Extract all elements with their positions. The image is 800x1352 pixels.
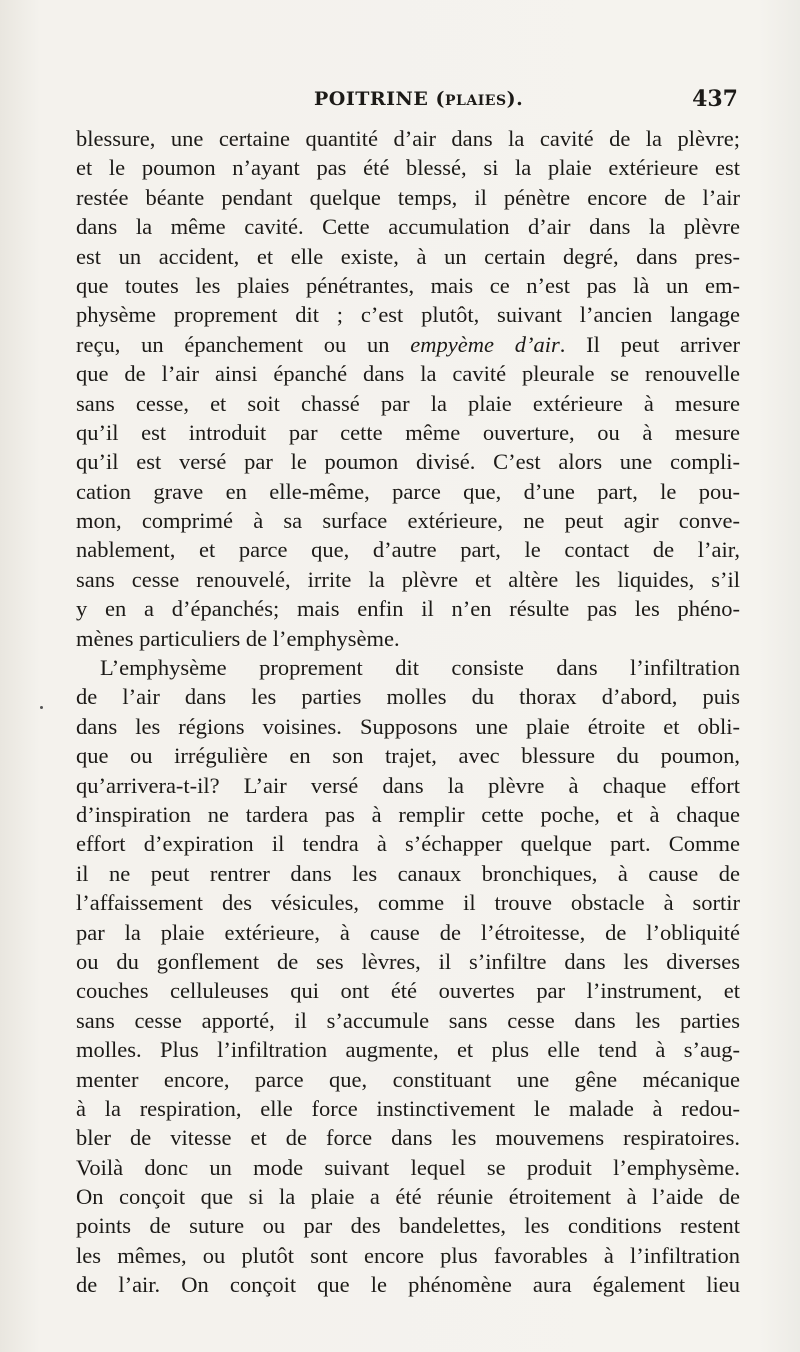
text-line: sans cesse, et soit chassé par la plaie extérieure à mesure	[76, 390, 740, 416]
text-line: il ne peut rentrer dans les canaux bronchiques, à cause de	[76, 860, 740, 886]
text-line: est un accident, et elle existe, à un certain degré, dans pres-	[76, 243, 740, 269]
text-line: d’inspiration ne tardera pas à remplir cette poche, et à chaque	[76, 801, 740, 827]
text-line: à la respiration, elle force instinctivement le malade à redou-	[76, 1095, 740, 1121]
page-number: 437	[692, 86, 738, 112]
text-line: les mêmes, ou plutôt sont encore plus favorables à l’infiltration	[76, 1242, 740, 1268]
text-line: de l’air dans les parties molles du thorax d’abord, puis	[76, 684, 740, 710]
text-line: effort d’expiration il tendra à s’échapper quelque part. Comme	[76, 831, 740, 857]
text-line: par la plaie extérieure, à cause de l’étroitesse, de l’obliquité	[76, 919, 740, 945]
margin-mark	[40, 706, 43, 709]
text-line: mon, comprimé à sa surface extérieure, ne peut agir conve-	[76, 508, 740, 534]
text-line: dans les régions voisines. Supposons une plaie étroite et obli-	[76, 713, 740, 739]
italic-term: empyème d’air	[410, 331, 560, 357]
text-line: physème proprement dit ; c’est plutôt, suivant l’ancien langage	[76, 302, 740, 328]
text-line-with-italic: reçu, un épanchement ou un empyème d’air. Il peut arriver	[76, 331, 741, 357]
text-line: que toutes les plaies pénétrantes, mais ce n’est pas là un em-	[76, 272, 740, 298]
text-line: de l’air. On conçoit que le phénomène aura également lieu	[76, 1272, 740, 1298]
text-line: molles. Plus l’infiltration augmente, et plus elle tend à s’aug-	[76, 1037, 740, 1063]
paragraph-1	[76, 124, 740, 653]
text-line: qu’il est versé par le poumon divisé. C’est alors une compli-	[76, 449, 740, 475]
text-line: mènes particuliers de l’emphysème.	[76, 625, 400, 651]
text-line: L’emphysème proprement dit consiste dans l’infiltration	[100, 655, 740, 681]
text-line: Voilà donc un mode suivant lequel se produit l’emphysème.	[76, 1154, 740, 1180]
text-line: sans cesse renouvelé, irrite la plèvre et altère les liquides, s’il	[76, 566, 740, 592]
text-line: nablement, et parce que, d’autre part, le contact de l’air,	[76, 537, 740, 563]
text-line: couches celluleuses qui ont été ouvertes par l’instrument, et	[76, 978, 740, 1004]
text-line: dans la même cavité. Cette accumulation d’air dans la plèvre	[76, 214, 740, 240]
text-line: points de suture ou par des bandelettes, les conditions restent	[76, 1213, 740, 1239]
text-line: qu’il est introduit par cette même ouverture, ou à mesure	[76, 419, 740, 445]
text-line: y en a d’épanchés; mais enfin il n’en résulte pas les phéno-	[76, 596, 740, 622]
paragraph-2	[76, 653, 740, 1300]
text-line: cation grave en elle-même, parce que, d’une part, le pou-	[76, 478, 740, 504]
page-header	[76, 88, 740, 116]
text-line: ou du gonflement de ses lèvres, il s’infiltre dans les diverses	[76, 948, 740, 974]
text-line: que ou irrégulière en son trajet, avec blessure du poumon,	[76, 743, 740, 769]
text-line: menter encore, parce que, constituant une gêne mécanique	[76, 1066, 740, 1092]
text-line: l’affaissement des vésicules, comme il trouve obstacle à sortir	[76, 890, 740, 916]
text-line: et le poumon n’ayant pas été blessé, si la plaie extérieure est	[76, 155, 740, 181]
body-text	[76, 124, 740, 1300]
text-line: qu’arrivera-t-il? L’air versé dans la plèvre à chaque effort	[76, 772, 740, 798]
running-title: POITRINE (PLAIES).	[314, 88, 524, 110]
text-line: restée béante pendant quelque temps, il pénètre encore de l’air	[76, 184, 740, 210]
text-line: bler de vitesse et de force dans les mouvemens respiratoires.	[76, 1125, 740, 1151]
text-line: sans cesse apporté, il s’accumule sans cesse dans les parties	[76, 1007, 740, 1033]
text-line: On conçoit que si la plaie a été réunie étroitement à l’aide de	[76, 1184, 740, 1210]
text-line: blessure, une certaine quantité d’air dans la cavité de la plèvre;	[76, 126, 740, 151]
text-line: que de l’air ainsi épanché dans la cavité pleurale se renouvelle	[76, 361, 740, 387]
